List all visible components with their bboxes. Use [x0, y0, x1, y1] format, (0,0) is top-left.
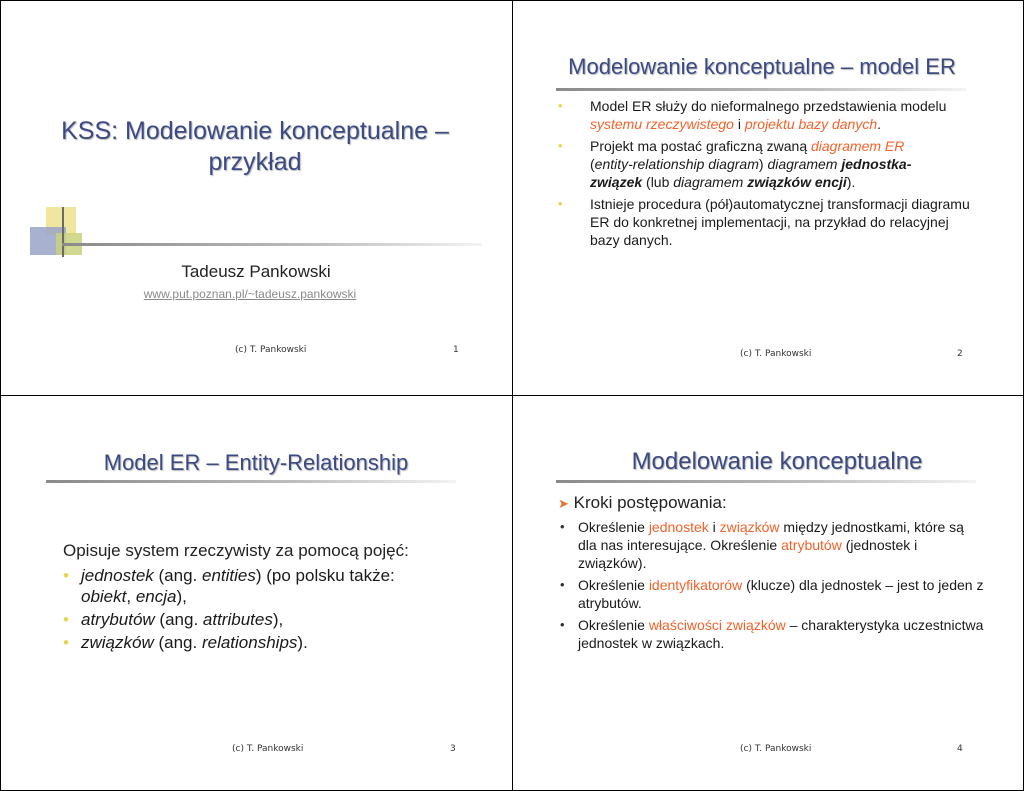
italic-text: atrybutów [81, 610, 155, 629]
text: i [708, 519, 720, 535]
text: ) (po polsku także: [255, 566, 395, 585]
italic-text: związków [81, 633, 154, 652]
slide-2-footer: (c) T. Pankowski [740, 349, 812, 359]
slide-4-bullet-1 [560, 518, 985, 572]
italic-text: diagramem [767, 156, 838, 172]
highlight: systemu rzeczywistego [590, 116, 734, 132]
slide-4-page-number: 4 [957, 744, 963, 754]
highlight: właściwości związków [648, 617, 786, 633]
text: i [733, 116, 745, 132]
slide-3-intro: Opisuje system rzeczywisty za pomocą pojęć: [63, 541, 409, 560]
slide-3-bullet-3 [63, 632, 483, 653]
text: Określenie [578, 519, 649, 535]
bullet-dot-icon: • [63, 633, 69, 652]
slide-2-title: Modelowanie konceptualne – model ER [568, 54, 956, 79]
steps-label-text: Kroki postępowania: [573, 493, 727, 512]
bullet-dot-icon: • [560, 617, 565, 632]
bold-italic-text: związek [590, 174, 643, 190]
italic-text: encja [135, 587, 177, 606]
italic-text: jednostek [81, 566, 154, 585]
text: Istnieje procedura (pół)automatycznej transformacji diagramu ER do konkretnej implementacji, na przykład do relacyjnej bazy danych. [590, 196, 970, 248]
slide-2-title-rule [556, 88, 966, 91]
text: (jednostek i związków). [578, 537, 918, 571]
bullet-dot-icon: • [63, 610, 69, 629]
text: Określenie [578, 577, 649, 593]
slide-4 [512, 396, 1024, 791]
bullet-dot-icon: • [560, 519, 565, 534]
slide-4-bullet-2 [560, 576, 985, 612]
slide-2-bullet-list [558, 97, 978, 249]
bullet-dot-icon: • [558, 138, 563, 153]
text: , [126, 587, 136, 606]
slide-4-title: Modelowanie konceptualne [631, 448, 923, 475]
slide-3 [0, 396, 512, 791]
slide-2-page-number: 2 [957, 349, 963, 359]
slide-4-footer: (c) T. Pankowski [740, 744, 812, 754]
text: ), [272, 610, 284, 629]
text: Model ER służy do nieformalnego przedstawienia modelu [590, 98, 947, 114]
slide-4-steps-label [558, 493, 727, 513]
slide-1 [0, 0, 512, 395]
italic-text: relationships [201, 633, 298, 652]
slide-2-bullet-2 [558, 137, 978, 191]
slide-1-title [40, 116, 470, 178]
italic-text: diagramem [673, 174, 744, 190]
slide-1-author: Tadeusz Pankowski [181, 262, 331, 281]
slide-3-title-rule [46, 480, 456, 483]
slide-3-title: Model ER – Entity-Relationship [103, 450, 409, 475]
text: między jednostkami, które są dla nas interesujące. Określenie [578, 519, 964, 553]
bold-italic-text: jednostka- [841, 156, 912, 172]
italic-text: obiekt [81, 587, 127, 606]
text: (lub [642, 174, 674, 190]
italic-text: entities [201, 566, 256, 585]
slide-2 [512, 0, 1024, 395]
slide-3-page-number: 3 [450, 744, 456, 754]
slide-1-title-line2: przykład [208, 148, 302, 176]
text: (ang. [153, 566, 202, 585]
highlight: diagramem ER [811, 138, 905, 154]
italic-text: entity-relationship diagram [594, 156, 759, 172]
slide-2-bullet-3 [558, 195, 978, 249]
bullet-dot-icon: • [560, 577, 565, 592]
slide-2-bullet-1 [558, 97, 978, 133]
highlight: związków [719, 519, 780, 535]
highlight: jednostek [648, 519, 709, 535]
text: Projekt ma postać graficzną zwaną [590, 138, 811, 154]
slide-3-footer: (c) T. Pankowski [232, 744, 304, 754]
text: ). [297, 633, 308, 652]
text: (ang. [154, 610, 203, 629]
text: ( [590, 156, 595, 172]
highlight: atrybutów [781, 537, 842, 553]
text: ). [846, 174, 856, 190]
highlight: projektu bazy danych [744, 116, 878, 132]
slide-4-bullet-3 [560, 616, 985, 652]
text: ), [176, 587, 187, 606]
text: . [877, 116, 882, 132]
slide-1-footer: (c) T. Pankowski [235, 345, 307, 355]
text: (ang. [153, 633, 202, 652]
slide-1-page-number: 1 [453, 345, 459, 355]
text: – charakterystyka uczestnictwa jednostek w związkach. [578, 617, 984, 651]
slide-3-bullet-1 [63, 565, 483, 607]
text: Określenie [578, 617, 649, 633]
slide-1-title-line1: KSS: Modelowanie konceptualne – [61, 117, 449, 145]
bullet-dot-icon: • [63, 566, 69, 585]
text: ) [758, 156, 768, 172]
slide-4-title-rule [556, 480, 976, 483]
slide-1-url-link[interactable]: www.put.poznan.pl/~tadeusz.pankowski [143, 287, 357, 301]
text: (klucze) dla jednostek – jest to jeden z atrybutów. [578, 577, 984, 611]
slide-4-bullet-list [560, 518, 985, 652]
decorative-squares-logo [30, 207, 90, 257]
bold-italic-text: związków encji [747, 174, 847, 190]
bullet-dot-icon: • [558, 196, 563, 211]
slide-3-bullet-list [63, 565, 483, 653]
italic-text: attributes [202, 610, 273, 629]
bullet-dot-icon: • [558, 98, 563, 113]
highlight: identyfikatorów [648, 577, 743, 593]
arrow-bullet-icon: ➤ [558, 496, 569, 511]
slide-1-title-rule [62, 243, 482, 246]
slide-3-bullet-2 [63, 609, 483, 630]
